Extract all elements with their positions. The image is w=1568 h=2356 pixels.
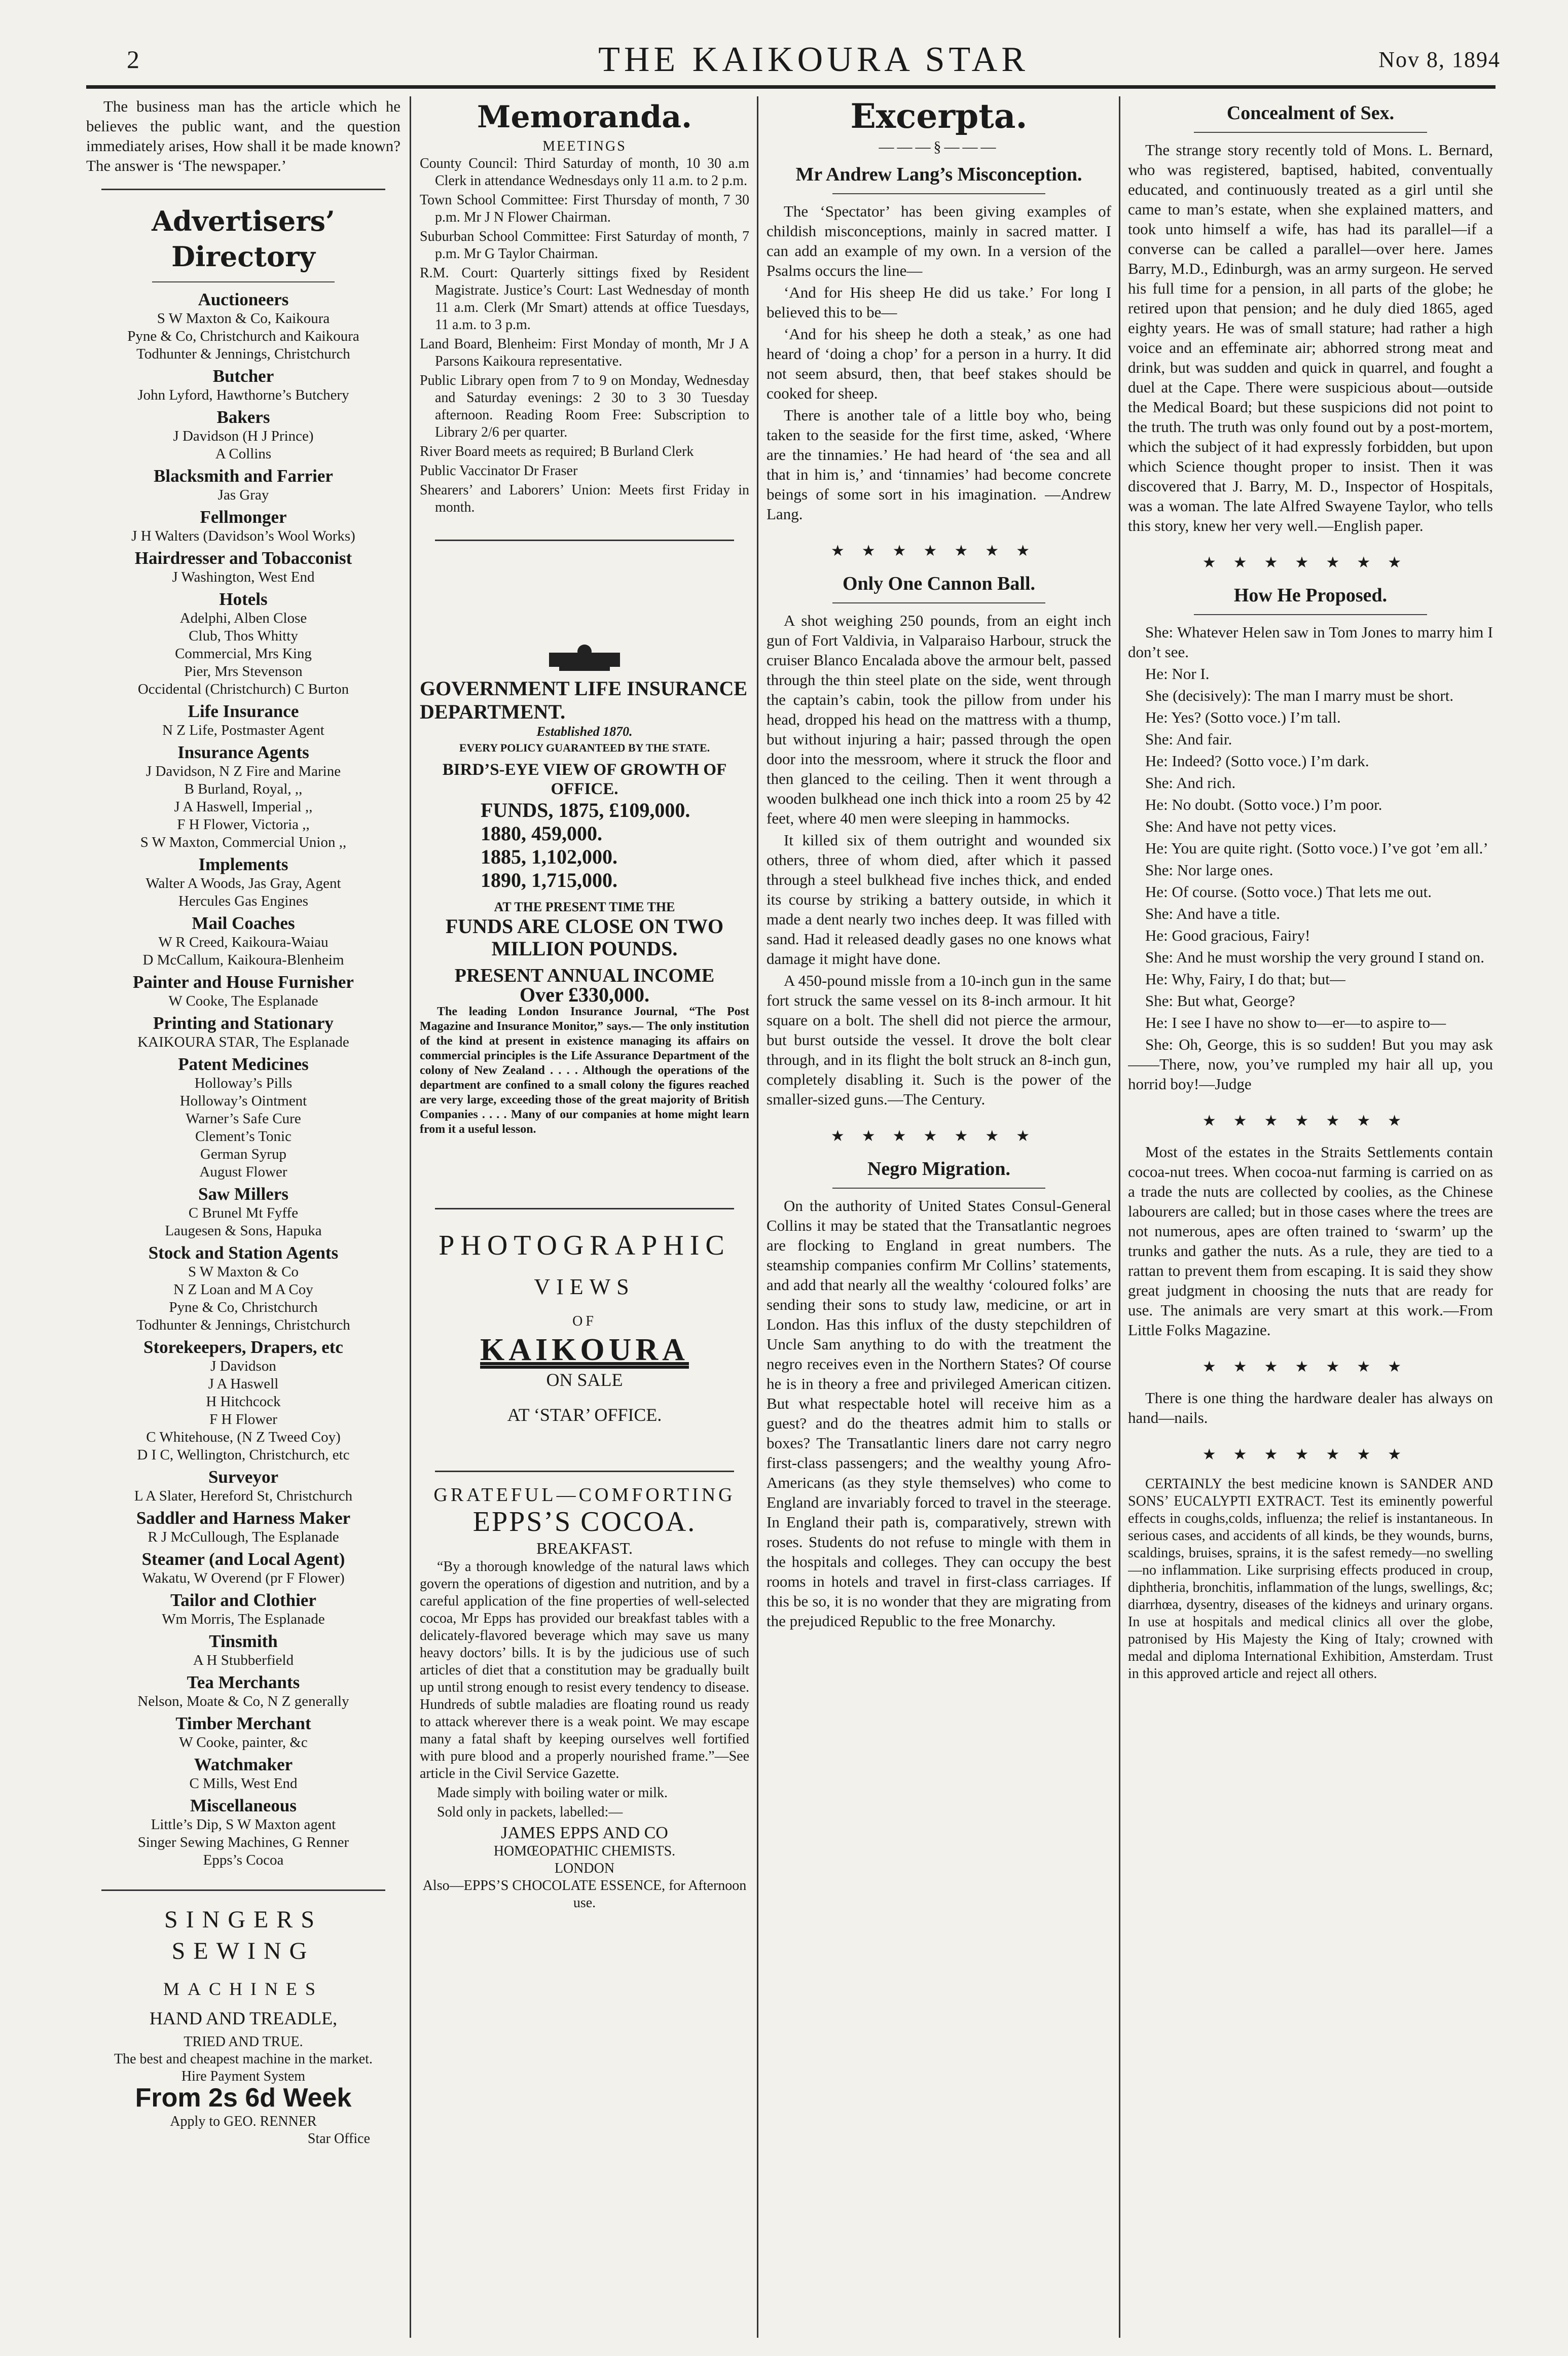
funds-table bbox=[420, 799, 749, 892]
issue-date: Nov 8, 1894 bbox=[1378, 47, 1501, 72]
meetings-label: MEETINGS bbox=[542, 138, 627, 154]
directory-entry: J A Haswell bbox=[208, 1376, 279, 1392]
dialogue-line: She: Oh, George, this is so sudden! But you may ask——There, now, you’ve rumpled my hair all up, you horrid boy!—Judge bbox=[1128, 1036, 1493, 1093]
epps-body: “By a thorough knowledge of the natural laws which govern the operations of digestion and nutrition, and by a careful application of the fine properties of well-selected cocoa, Mr Epps has provided our breakfast tables with a delicately-flavored beverage which may save us many heavy doctors’ bills. It is by the judicious use of such articles of diet that a constitution may be gradually built up until strong enough to resist every tendency to disease. Hundreds of subtle maladies are floating round us ready to attack wherever there is a weak point. We may escape many a fatal shaft by keeping ourselves well fortified with pure blood and a properly nourished frame.”—See article in the Civil Service Gazette. bbox=[420, 1559, 749, 1781]
negro-article bbox=[767, 1196, 1111, 1631]
divider bbox=[1194, 614, 1427, 615]
divider bbox=[101, 1889, 385, 1891]
singer-best: The best and cheapest machine in the market. bbox=[114, 2051, 373, 2067]
memoranda-item: R.M. Court: Quarterly sittings fixed by Resident Magistrate. Justice’s Court: Last Wednesday of month 11 a.m. Clerk (Mr Smart) attends at office Tuesdays, 11 a.m. to 3 p.m. bbox=[420, 265, 749, 333]
epps-also: Also—EPPS’S CHOCOLATE ESSENCE, for Afternoon use. bbox=[422, 1878, 747, 1911]
divider bbox=[152, 281, 335, 282]
directory-entry: Commercial, Mrs King bbox=[175, 646, 312, 662]
divider bbox=[832, 602, 1045, 603]
star-separator: ★★★★★★★ bbox=[1202, 1446, 1419, 1463]
directory-entry: D McCallum, Kaikoura-Blenheim bbox=[142, 952, 344, 968]
dialogue-line: He: Nor I. bbox=[1145, 665, 1210, 683]
star-separator: ★★★★★★★ bbox=[830, 543, 1047, 559]
epps-chem: HOMŒOPATHIC CHEMISTS. bbox=[493, 1843, 676, 1859]
hardware-joke: There is one thing the hardware dealer has always on hand—nails. bbox=[1128, 1389, 1493, 1426]
directory-entry: A Collins bbox=[215, 446, 272, 462]
funds-row bbox=[420, 845, 749, 869]
photo-place: KAIKOURA bbox=[480, 1333, 689, 1367]
star-separator: ★★★★★★★ bbox=[1202, 554, 1419, 571]
epps-cocoa-advert bbox=[420, 1485, 749, 1912]
govt-birdseye: BIRD’S-EYE VIEW OF GROWTH OF OFFICE. bbox=[442, 761, 727, 798]
singer-title: SINGERS SEWING bbox=[164, 1906, 323, 1965]
singer-machines: MACHINES bbox=[163, 1979, 323, 1999]
directory-category: Bakers bbox=[216, 407, 270, 427]
lang-title: Mr Andrew Lang’s Misconception. bbox=[795, 164, 1082, 185]
directory-entry: Singer Sewing Machines, G Renner bbox=[137, 1834, 349, 1850]
directory-category: Saddler and Harness Maker bbox=[136, 1508, 351, 1528]
govt-income: PRESENT ANNUAL INCOME bbox=[454, 965, 715, 986]
funds-row bbox=[420, 822, 749, 845]
directory-entry: Pyne & Co, Christchurch and Kaikoura bbox=[127, 328, 359, 344]
directory-category: Fellmonger bbox=[200, 507, 287, 527]
govt-guarantee: EVERY POLICY GUARANTEED BY THE STATE. bbox=[459, 741, 710, 754]
epps-grateful: GRATEFUL—COMFORTING bbox=[433, 1484, 736, 1506]
directory-entry: S W Maxton & Co bbox=[188, 1264, 299, 1280]
directory-category: Patent Medicines bbox=[178, 1054, 309, 1074]
directory-entry: W Cooke, The Esplanade bbox=[168, 993, 318, 1009]
advertisers-directory bbox=[86, 290, 400, 1869]
directory-entry: W Cooke, painter, &c bbox=[179, 1734, 308, 1751]
epps-firm: JAMES EPPS AND CO bbox=[501, 1824, 668, 1842]
directory-entry: Pyne & Co, Christchurch bbox=[169, 1299, 318, 1315]
directory-category: Auctioneers bbox=[198, 290, 289, 309]
directory-entry: C Brunel Mt Fyffe bbox=[188, 1205, 299, 1221]
dialogue-line: He: No doubt. (Sotto voce.) I’m poor. bbox=[1145, 796, 1382, 813]
photographic-advert bbox=[420, 1230, 749, 1425]
masthead bbox=[117, 40, 1511, 85]
directory-entry: Little’s Dip, S W Maxton agent bbox=[151, 1816, 336, 1833]
directory-entry: J Davidson, N Z Fire and Marine bbox=[145, 763, 341, 779]
epps-sold: Sold only in packets, labelled:— bbox=[437, 1804, 623, 1820]
directory-title: Advertisers’ Directory bbox=[152, 205, 335, 273]
column-3 bbox=[767, 96, 1111, 2338]
photo-sale: ON SALE bbox=[546, 1370, 623, 1390]
divider bbox=[435, 1471, 734, 1472]
directory-entry: Pier, Mrs Stevenson bbox=[184, 663, 303, 680]
dialogue-line: She (decisively): The man I marry must be short. bbox=[1145, 687, 1454, 704]
funds-amount: 1,102,000. bbox=[531, 845, 617, 868]
memoranda-item: River Board meets as required; B Burland Clerk bbox=[420, 444, 694, 459]
cocoa-nut-article: Most of the estates in the Straits Settlements contain cocoa-nut trees. When cocoa-nut farming is carried on as a trade the nuts are collected by coolies, as the Chinese labourers are called; but in those cases where the trees are not numerous, apes are often trained to ‘swarm’ up the trunks and gather the nuts. As a rule, they are tied to a rattan to prevent them from escaping. It is said they show great judgment in choosing the nuts that are ready for use. The animals are very smart at this work.—From Little Folks Magazine. bbox=[1128, 1143, 1493, 1339]
memoranda-item: Public Library open from 7 to 9 on Monday, Wednesday and Saturday evenings: 2 30 to 3 30 Tuesday afternoon. Reading Room Free: Subscription to Library 2/6 per quarter. bbox=[420, 373, 749, 440]
article-paragraph: ‘And for His sheep He did us take.’ For long I believed this to be— bbox=[767, 283, 1111, 321]
dialogue-line: He: I see I have no show to—er—to aspire to— bbox=[1145, 1014, 1446, 1031]
directory-entry: Todhunter & Jennings, Christchurch bbox=[136, 346, 350, 362]
directory-entry: D I C, Wellington, Christchurch, etc bbox=[137, 1447, 350, 1463]
photo-views: VIEWS bbox=[534, 1274, 635, 1299]
proposed-title: How He Proposed. bbox=[1233, 585, 1388, 606]
article-paragraph: There is another tale of a little boy who, being taken to the seaside for the first time, asked, ‘Where are the tinnamies.’ He had heard of ‘the sea and all that in him is,’ and ‘tinnamies’ had become concrete beings of some sort in his imagination. —Andrew Lang. bbox=[767, 406, 1111, 523]
divider bbox=[832, 1188, 1045, 1189]
funds-amount: £109,000. bbox=[609, 799, 690, 822]
directory-entry: B Burland, Royal, ,, bbox=[184, 781, 303, 797]
directory-entry: Epps’s Cocoa bbox=[203, 1852, 284, 1868]
directory-entry: KAIKOURA STAR, The Esplanade bbox=[137, 1034, 349, 1050]
article-paragraph: On the authority of United States Consul-General Collins it may be stated that the Transatlantic negroes are flocking to England in great numbers. The steamship companies confirm Mr Collins’ statements, and add that nearly all the wealthy ‘coloured folks’ are sending their sons to study law, medicine, or art in London. Has this influx of the dusty stepchildren of Uncle Sam anything to do with the treatment the negro receives even in the Northern States? Of course he is in theory a free and privileged American citizen. But what respectable hotel will receive him as a guest? and do the theatres admit him to stalls or boxes? The Transatlantic liners dare not carry negro first-class passengers; and the wealthy young Afro-Americans (as they style themselves) who come to England are invariably forced to travel in the steerage. In England their path is, comparatively, strewn with roses. Students do not refuse to mingle with them in the hospitals and colleges. They can occupy the best rooms in hotels and travel in first-class carriages. If this be so, it is no wonder that they are migrating from the prejudiced Republic to the free Monarchy. bbox=[767, 1197, 1111, 1630]
intro-paragraph: The business man has the article which he believes the public want, and the question immediately arises, How shall it be made known? The answer is ‘The newspaper.’ bbox=[86, 97, 400, 174]
directory-category: Timber Merchant bbox=[175, 1714, 311, 1733]
directory-entry: J Davidson (H J Prince) bbox=[173, 428, 314, 444]
directory-entry: J A Haswell, Imperial ,, bbox=[174, 799, 313, 815]
dialogue-line: He: Indeed? (Sotto voce.) I’m dark. bbox=[1145, 752, 1369, 770]
directory-entry: Hercules Gas Engines bbox=[178, 893, 309, 909]
article-paragraph: ‘And for his sheep he doth a steak,’ as one had heard of ‘doing a chop’ for a person in a hurry. It did not seem absurd, then, that beef stakes should be cooked for sheep. bbox=[767, 325, 1111, 402]
dialogue-line: He: Yes? (Sotto voce.) I’m tall. bbox=[1145, 708, 1341, 726]
directory-entry: Clement’s Tonic bbox=[195, 1128, 291, 1145]
directory-entry: A H Stubberfield bbox=[193, 1652, 294, 1668]
funds-row bbox=[420, 869, 749, 892]
singer-tried: TRIED AND TRUE. bbox=[184, 2034, 303, 2050]
directory-entry: Todhunter & Jennings, Christchurch bbox=[136, 1317, 350, 1333]
singer-hand: HAND AND TREADLE, bbox=[149, 2008, 338, 2028]
directory-entry: Walter A Woods, Jas Gray, Agent bbox=[145, 875, 341, 891]
singer-hire: Hire Payment System bbox=[181, 2068, 306, 2084]
directory-entry: Holloway’s Pills bbox=[194, 1075, 293, 1091]
directory-entry: C Mills, West End bbox=[189, 1775, 298, 1792]
funds-year: 1880, bbox=[481, 822, 531, 845]
excerpta-title: Excerpta. bbox=[850, 96, 1028, 136]
dialogue-line: She: But what, George? bbox=[1145, 992, 1295, 1010]
directory-entry: Nelson, Moate & Co, N Z generally bbox=[137, 1693, 349, 1709]
directory-category: Tinsmith bbox=[209, 1631, 278, 1651]
directory-category: Tea Merchants bbox=[187, 1672, 300, 1692]
directory-entry: August Flower bbox=[199, 1164, 287, 1180]
memoranda-item: Land Board, Blenheim: First Monday of month, Mr J A Parsons Kaikoura representative. bbox=[420, 336, 749, 369]
singer-advert bbox=[86, 1904, 400, 2148]
directory-category: Mail Coaches bbox=[192, 913, 295, 933]
directory-category: Surveyor bbox=[208, 1467, 279, 1487]
directory-category: Implements bbox=[198, 854, 288, 874]
photo-title: PHOTOGRAPHIC bbox=[439, 1230, 731, 1261]
government-life-advert bbox=[420, 642, 749, 1137]
sex-article: The strange story recently told of Mons. L. Bernard, who was registered, baptised, habited, conventually educated, and continuously treated as a girl until she came to man’s estate, when she explained matters, and took unto himself a wife, has had its parallel—if a converse can be called a parallel—over here. James Barry, M.D., Edinburgh, was an army surgeon. He served his full time for a pension, in all parts of the globe; he retired upon that pension; and he duly died 1865, aged eighty years. He was of small stature; had rather a high voice and an effeminate air; abhorred strong meat and drink, but was sudden and quick in quarrel, and fought a duel at the Cape. There were suspicious about—outside the Medical Board; but these suspicions did not point to the truth. The truth was only found out by a post-mortem, which the subject of it had expressly forbidden, but upon which Science thought proper to insist. Then it was discovered that J. Barry, M. D., Inspector of Hospitals, was a woman. The late Alfred Swayene Taylor, who tells this story, knew her very well.—English paper. bbox=[1128, 141, 1493, 534]
directory-entry: F H Flower, Victoria ,, bbox=[177, 816, 310, 833]
column-4 bbox=[1128, 96, 1493, 2338]
directory-category: Painter and House Furnisher bbox=[133, 972, 354, 992]
photo-at: AT ‘STAR’ OFFICE. bbox=[507, 1405, 662, 1425]
divider bbox=[101, 189, 385, 190]
directory-entry: J Washington, West End bbox=[172, 569, 315, 585]
funds-amount: 1,715,000. bbox=[531, 869, 617, 891]
dialogue-line: She: Whatever Helen saw in Tom Jones to marry him I don’t see. bbox=[1128, 623, 1493, 661]
memoranda-item: Town School Committee: First Thursday of month, 7 30 p.m. Mr J N Flower Chairman. bbox=[420, 192, 749, 225]
funds-year: 1885, bbox=[481, 845, 531, 868]
divider bbox=[435, 540, 734, 541]
directory-entry: J H Walters (Davidson’s Wool Works) bbox=[131, 528, 355, 544]
dialogue-line: He: Of course. (Sotto voce.) That lets me out. bbox=[1145, 883, 1432, 901]
directory-category: Steamer (and Local Agent) bbox=[141, 1549, 345, 1569]
directory-entry: N Z Life, Postmaster Agent bbox=[162, 722, 324, 738]
singer-from: From 2s 6d Week bbox=[135, 2083, 352, 2113]
directory-category: Saw Millers bbox=[198, 1184, 288, 1204]
article-paragraph: A 450-pound missle from a 10-inch gun in the same fort struck the same vessel on its 8-inch armour. It hit square on a bolt. The shell did not pierce the armour, but burst outside the vessel. It drove the bolt clear through, and in its flight the bolt struck an 8-inch gun, completely disabling it. Such is the power of the smaller-sized guns.—The Century. bbox=[767, 972, 1111, 1108]
directory-entry: F H Flower bbox=[209, 1411, 277, 1427]
article-paragraph: The ‘Spectator’ has been giving examples of childish misconceptions, mainly in sacred matter. I can add an example of my own. In a version of the Psalms occurs the line— bbox=[767, 202, 1111, 279]
directory-entry: Holloway’s Ointment bbox=[179, 1093, 307, 1109]
dialogue-line: He: Why, Fairy, I do that; but— bbox=[1145, 970, 1345, 988]
govt-quote: The leading London Insurance Journal, “The Post Magazine and Insurance Monitor,” says.— The only institution of the kind at present in existence managing its affairs on commercial principles is the Life Assurance Department of the colony of New Zealand . . . . Although the operations of the department are confined to a small colony the figures reached are very large, exceeding those of the great majority of British Companies . . . . Many of our companies at home might learn from it a useful lesson. bbox=[420, 1005, 749, 1136]
singer-office: Star Office bbox=[307, 2131, 370, 2147]
directory-entry: Laugesen & Sons, Hapuka bbox=[165, 1223, 322, 1239]
divider bbox=[1194, 132, 1427, 133]
directory-entry: W R Creed, Kaikoura-Waiau bbox=[158, 934, 329, 950]
proposed-dialogue bbox=[1128, 622, 1493, 1094]
section-separator: ———§——— bbox=[879, 138, 999, 155]
directory-category: Stock and Station Agents bbox=[148, 1243, 339, 1263]
govt-close: FUNDS ARE CLOSE ON TWO MILLION POUNDS. bbox=[445, 915, 724, 960]
directory-entry: John Lyford, Hawthorne’s Butchery bbox=[137, 387, 349, 403]
divider bbox=[832, 193, 1045, 194]
directory-category: Printing and Stationary bbox=[153, 1013, 334, 1033]
directory-category: Hotels bbox=[219, 589, 268, 609]
directory-entry: Adelphi, Alben Close bbox=[179, 610, 307, 626]
epps-breakfast: BREAKFAST. bbox=[536, 1539, 633, 1557]
directory-entry: R J McCullough, The Esplanade bbox=[148, 1529, 339, 1545]
epps-title: EPPS’S COCOA. bbox=[472, 1506, 697, 1538]
directory-entry: Warner’s Safe Cure bbox=[186, 1111, 301, 1127]
column-2 bbox=[420, 96, 749, 2338]
directory-category: Insurance Agents bbox=[177, 742, 309, 762]
star-separator: ★★★★★★★ bbox=[830, 1128, 1047, 1145]
dialogue-line: She: Nor large ones. bbox=[1145, 861, 1273, 879]
directory-entry: Occidental (Christchurch) C Burton bbox=[137, 681, 349, 697]
directory-category: Life Insurance bbox=[188, 701, 299, 721]
directory-entry: H Hitchcock bbox=[206, 1394, 281, 1410]
lang-article bbox=[767, 201, 1111, 524]
negro-title: Negro Migration. bbox=[867, 1158, 1011, 1180]
sander-advert: CERTAINLY the best medicine known is SANDER AND SONS’ EUCALYPTI EXTRACT. Test its eminently powerful effects in coughs,colds, influenza; the relief is instantaneous. In serious cases, and accidents of all kinds, be they wounds, burns, scaldings, bruises, sprains, it is the safest remedy—no swelling—no inflammation. Like surprising effects produced in croup, diphtheria, bronchitis, inflammation of the lungs, swellings, &c; diarrhœa, dysentry, diseases of the kidneys and urinary organs. In use at hospitals and medical clinics all over the globe, patronised by His Majesty the King of Italy; crowned with medal and diploma International Exhibition, Amsterdam. Trust in this approved article and reject all others. bbox=[1128, 1476, 1493, 1682]
epps-london: LONDON bbox=[554, 1861, 615, 1876]
dialogue-line: She: And have a title. bbox=[1145, 905, 1281, 922]
epps-made: Made simply with boiling water or milk. bbox=[437, 1785, 668, 1801]
column-divider bbox=[1119, 96, 1120, 2338]
directory-category: Storekeepers, Drapers, etc bbox=[143, 1337, 343, 1357]
article-paragraph: A shot weighing 250 pounds, from an eight inch gun of Fort Valdivia, in Valparaiso Harbour, struck the cruiser Blanco Encalada above the armour belt, passed through the thin steel plate on the side, went through the captain’s cabin, took the pillow from under his head, dropped his head on the mattress with a thump, but without injuring a hair; passed through the open door into the messroom, where it struck the floor and then glanced to the ceiling. Then it went through a wooden bulkhead one inch thick into a room 25 by 42 feet, where 40 men were sleeping in hammocks. bbox=[767, 612, 1111, 827]
dialogue-line: He: You are quite right. (Sotto voce.) I’ve got ’em all.’ bbox=[1145, 839, 1488, 857]
directory-entry: Wakatu, W Overend (pr F Flower) bbox=[142, 1570, 345, 1586]
funds-year: FUNDS, 1875, bbox=[481, 799, 609, 822]
memoranda-item: Shearers’ and Laborers’ Union: Meets first Friday in month. bbox=[420, 482, 749, 515]
directory-category: Hairdresser and Tobacconist bbox=[134, 548, 352, 568]
directory-category: Watchmaker bbox=[194, 1755, 293, 1774]
directory-category: Miscellaneous bbox=[190, 1796, 297, 1815]
memoranda-item: County Council: Third Saturday of month, 10 30 a.m Clerk in attendance Wednesdays only 11 a.m. to 2 p.m. bbox=[420, 156, 749, 189]
directory-entry: Jas Gray bbox=[217, 487, 269, 503]
memoranda-title: Memoranda. bbox=[477, 99, 692, 135]
star-separator: ★★★★★★★ bbox=[1202, 1113, 1419, 1129]
star-separator: ★★★★★★★ bbox=[1202, 1359, 1419, 1375]
directory-category: Tailor and Clothier bbox=[170, 1590, 316, 1610]
directory-entry: L A Slater, Hereford St, Christchurch bbox=[134, 1488, 353, 1504]
memoranda-list bbox=[420, 155, 749, 516]
photo-of: OF bbox=[572, 1313, 597, 1329]
cannon-article bbox=[767, 611, 1111, 1109]
memoranda-item: Suburban School Committee: First Saturday of month, 7 p.m. Mr G Taylor Chairman. bbox=[420, 229, 749, 262]
directory-entry: Wm Morris, The Esplanade bbox=[162, 1611, 325, 1627]
directory-entry: J Davidson bbox=[210, 1358, 276, 1374]
article-paragraph: It killed six of them outright and wounded six others, three of whom died, after which it passed through a steel bulkhead five inches thick, and ended its course by striking a battery outside, in which it made a dent nearly two inches deep. It was filled with sand. Had it released deadly gases no one knows what damage it might have done. bbox=[767, 831, 1111, 968]
memoranda-item: Public Vaccinator Dr Fraser bbox=[420, 463, 578, 479]
page-number: 2 bbox=[127, 45, 139, 74]
divider bbox=[435, 1208, 734, 1209]
funds-year: 1890, bbox=[481, 869, 531, 891]
directory-entry: N Z Loan and M A Coy bbox=[173, 1281, 313, 1298]
govt-title: GOVERNMENT LIFE INSURANCE DEPARTMENT. bbox=[420, 677, 748, 723]
funds-row bbox=[420, 799, 749, 822]
sex-title: Concealment of Sex. bbox=[1226, 102, 1395, 124]
directory-category: Blacksmith and Farrier bbox=[154, 466, 333, 486]
directory-entry: German Syrup bbox=[200, 1146, 286, 1162]
cannon-title: Only One Cannon Ball. bbox=[842, 573, 1036, 594]
crest-icon bbox=[539, 642, 630, 673]
column-divider bbox=[757, 96, 758, 2338]
masthead-rule bbox=[86, 85, 1496, 89]
govt-established: Established 1870. bbox=[536, 724, 633, 739]
dialogue-line: She: And have not petty vices. bbox=[1145, 817, 1337, 835]
dialogue-line: She: And fair. bbox=[1145, 730, 1232, 748]
govt-present-time: AT THE PRESENT TIME THE bbox=[494, 900, 675, 914]
dialogue-line: He: Good gracious, Fairy! bbox=[1145, 926, 1310, 944]
directory-entry: S W Maxton & Co, Kaikoura bbox=[157, 310, 330, 327]
directory-category: Butcher bbox=[212, 366, 274, 386]
funds-amount: 459,000. bbox=[531, 822, 602, 845]
singer-apply: Apply to GEO. RENNER bbox=[170, 2114, 317, 2129]
column-divider bbox=[410, 96, 411, 2338]
newspaper-title: THE KAIKOURA STAR bbox=[598, 40, 1029, 79]
dialogue-line: She: And rich. bbox=[1145, 774, 1236, 792]
directory-entry: S W Maxton, Commercial Union ,, bbox=[140, 834, 347, 850]
column-1 bbox=[86, 96, 400, 2338]
govt-over: Over £330,000. bbox=[520, 983, 649, 1006]
directory-entry: Club, Thos Whitty bbox=[189, 628, 298, 644]
dialogue-line: She: And he must worship the very ground I stand on. bbox=[1145, 948, 1485, 966]
directory-entry: C Whitehouse, (N Z Tweed Coy) bbox=[146, 1429, 341, 1445]
